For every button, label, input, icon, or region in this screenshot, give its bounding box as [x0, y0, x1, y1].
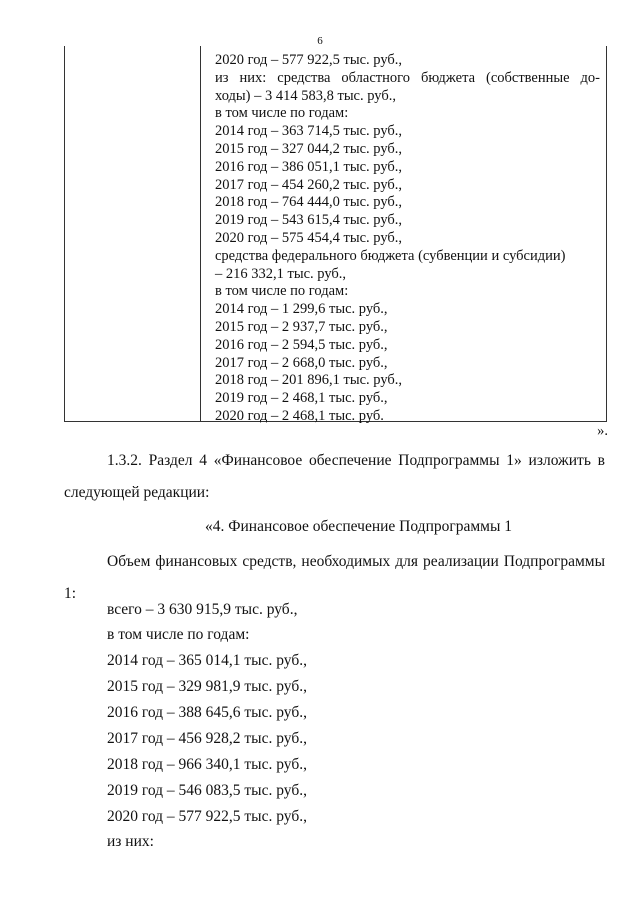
- amendment-line-1: 1.3.2. Раздел 4 «Финансовое обеспечение Подпрограммы 1» изложить в: [107, 452, 605, 469]
- total-amount: всего – 3 630 915,9 тыс. руб.,: [107, 601, 298, 618]
- table-line: в том числе по годам:: [215, 283, 349, 300]
- table-line: 2019 год – 2 468,1 тыс. руб.,: [215, 390, 388, 407]
- table-line: 2016 год – 386 051,1 тыс. руб.,: [215, 158, 403, 175]
- intro-line-2: 1:: [64, 585, 77, 602]
- table-right-cell: [215, 52, 600, 426]
- table-line: – 216 332,1 тыс. руб.,: [215, 265, 347, 282]
- year-line: 2019 год – 546 083,5 тыс. руб.,: [107, 782, 307, 799]
- year-line: 2014 год – 365 014,1 тыс. руб.,: [107, 652, 307, 669]
- intro-line-1: Объем финансовых средств, необходимых для реализации Подпрограммы: [107, 553, 605, 570]
- table-line: 2015 год – 327 044,2 тыс. руб.,: [215, 140, 403, 157]
- table-line: 2019 год – 543 615,4 тыс. руб.,: [215, 212, 403, 229]
- year-line: 2017 год – 456 928,2 тыс. руб.,: [107, 730, 307, 747]
- closing-quote: ».: [597, 423, 608, 439]
- table-line: 2014 год – 1 299,6 тыс. руб.,: [215, 301, 388, 318]
- table-line: из них: средства областного бюджета (собственные до-: [215, 69, 600, 86]
- year-line: 2015 год – 329 981,9 тыс. руб.,: [107, 678, 307, 695]
- table-line: в том числе по годам:: [215, 105, 349, 122]
- table-line: 2016 год – 2 594,5 тыс. руб.,: [215, 336, 388, 353]
- table-line: 2020 год – 575 454,4 тыс. руб.,: [215, 229, 403, 246]
- table-line: ходы) – 3 414 583,8 тыс. руб.,: [215, 87, 396, 104]
- table-line: 2015 год – 2 937,7 тыс. руб.,: [215, 318, 388, 335]
- table-line: 2018 год – 201 896,1 тыс. руб.,: [215, 372, 403, 389]
- table-line: 2018 год – 764 444,0 тыс. руб.,: [215, 194, 403, 211]
- funding-table: [64, 46, 607, 422]
- year-line: 2016 год – 388 645,6 тыс. руб.,: [107, 704, 307, 721]
- year-line: 2018 год – 966 340,1 тыс. руб.,: [107, 756, 307, 773]
- amendment-line-2: следующей редакции:: [64, 484, 210, 501]
- by-years-label: в том числе по годам:: [107, 626, 250, 643]
- table-line: 2014 год – 363 714,5 тыс. руб.,: [215, 123, 403, 140]
- of-which-label: из них:: [107, 833, 154, 850]
- table-line: 2017 год – 454 260,2 тыс. руб.,: [215, 176, 403, 193]
- page-number: 6: [317, 35, 323, 47]
- section-heading: «4. Финансовое обеспечение Подпрограммы 1: [205, 518, 513, 535]
- table-line: 2020 год – 577 922,5 тыс. руб.,: [215, 52, 403, 68]
- table-line: средства федерального бюджета (субвенции и субсидии): [215, 247, 566, 264]
- table-line: 2020 год – 2 468,1 тыс. руб.: [215, 407, 384, 424]
- table-column-divider: [200, 46, 201, 421]
- year-line: 2020 год – 577 922,5 тыс. руб.,: [107, 808, 307, 825]
- table-line: 2017 год – 2 668,0 тыс. руб.,: [215, 354, 388, 371]
